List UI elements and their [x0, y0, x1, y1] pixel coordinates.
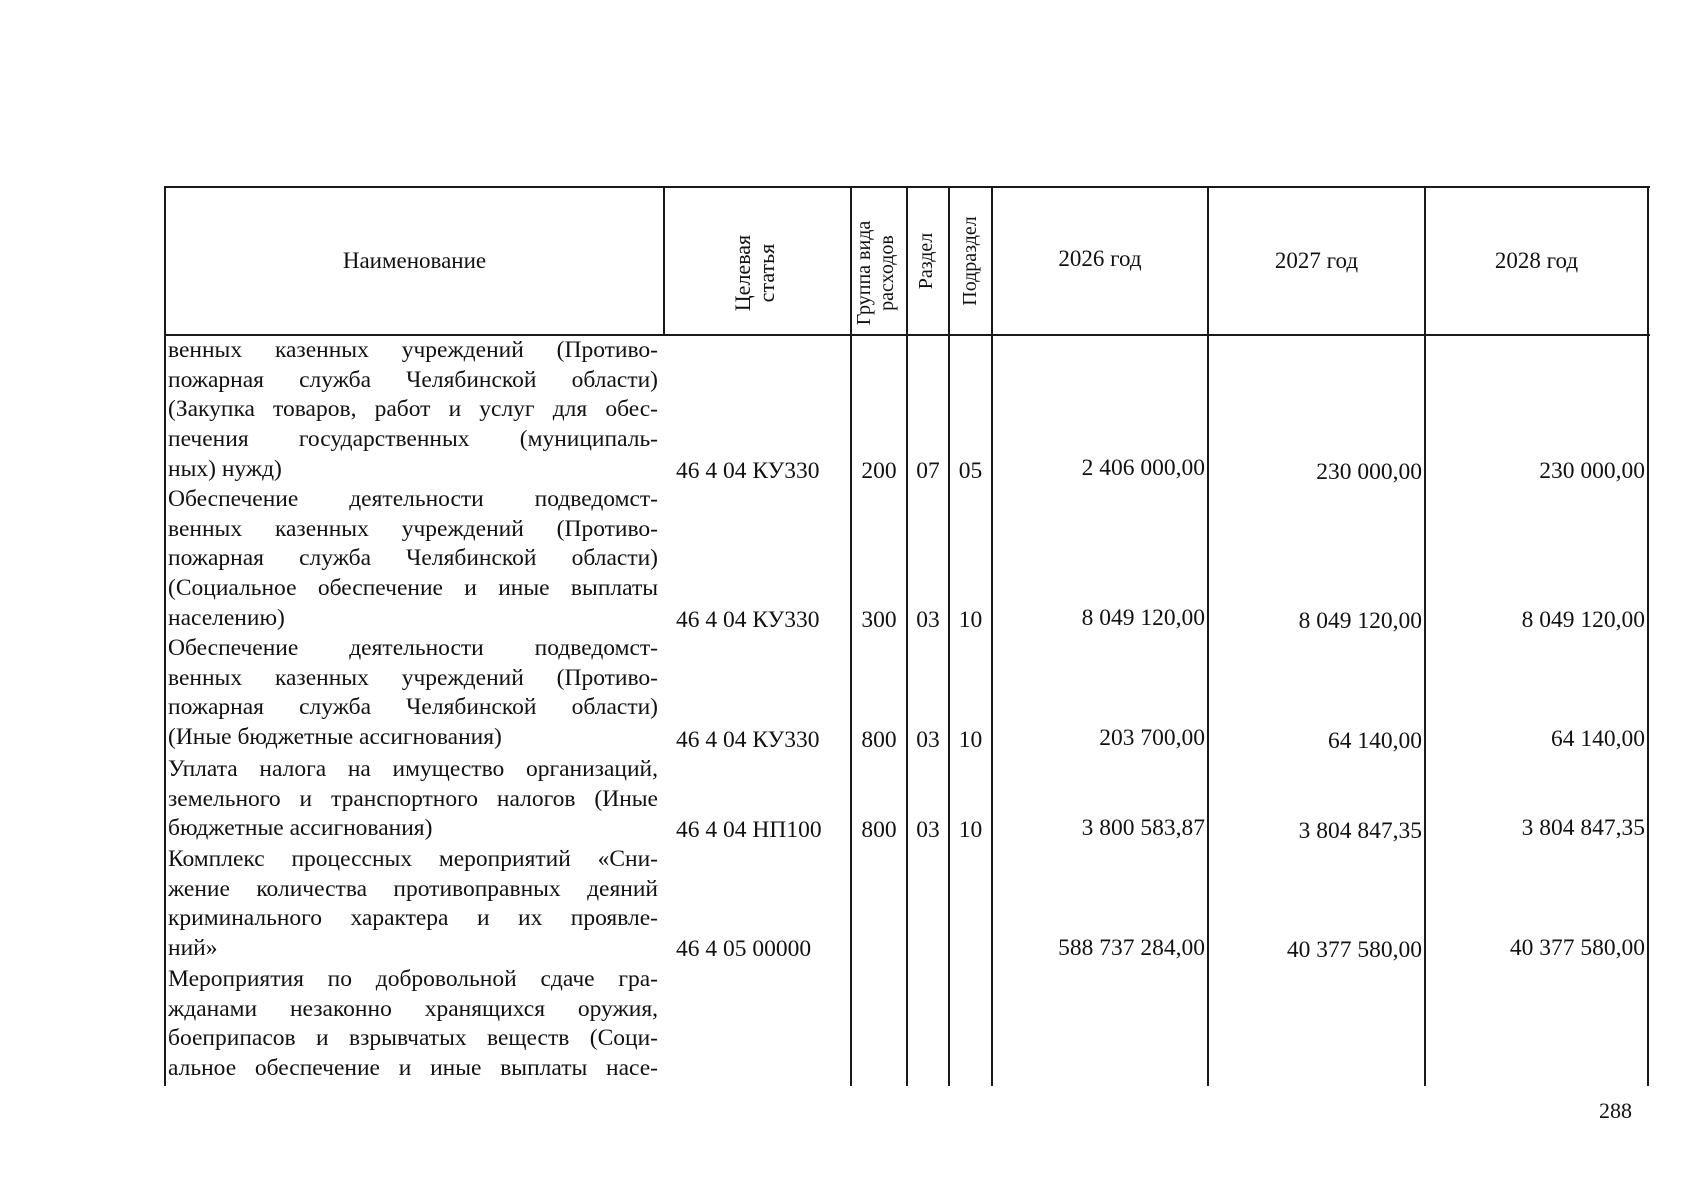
- cell-section: 03: [916, 607, 940, 633]
- cell-expense-group: 800: [861, 727, 897, 753]
- name-line: пожарная служба Челябинской области): [168, 366, 658, 393]
- name-line: (Иные бюджетные ассигнования): [168, 724, 502, 751]
- col-border-right: [1647, 186, 1649, 1086]
- name-line: (Социальное обеспечение и иные выплаты: [168, 575, 658, 602]
- name-line: жение количества противоправных деяний: [168, 875, 658, 902]
- cell-subsection: 10: [958, 817, 983, 843]
- cell-section: 03: [916, 817, 940, 843]
- name-line: венных казенных учреждений (Противо-: [168, 515, 658, 542]
- cell-target-article: 46 4 04 КУ330: [676, 458, 820, 484]
- cell-target-article: 46 4 04 КУ330: [676, 607, 820, 633]
- col-border-section: [948, 186, 950, 1086]
- name-line: земельного и транспортного налогов (Иные: [168, 785, 658, 812]
- name-line: жданами незаконно хранящихся оружия,: [168, 995, 658, 1022]
- name-line: альное обеспечение и иные выплаты насе-: [168, 1055, 658, 1082]
- cell-2028: 8 049 120,00: [1521, 607, 1645, 633]
- col-border-name: [663, 186, 665, 336]
- name-line: ных) нужд): [168, 455, 282, 482]
- cell-2027: 3 804 847,35: [1298, 818, 1422, 844]
- header-2026: 2026 год: [1058, 246, 1142, 271]
- name-line: Комплекс процессных мероприятий «Сни-: [168, 846, 658, 872]
- cell-2028: 3 804 847,35: [1521, 815, 1645, 841]
- table-row-name: [168, 845, 658, 964]
- header-section: Раздел: [915, 232, 937, 290]
- name-line: ний»: [168, 935, 218, 962]
- table-row-name: [168, 755, 658, 844]
- header-target-article: Целевая статья: [730, 234, 779, 312]
- cell-subsection: 05: [958, 458, 983, 484]
- cell-2026: 2 406 000,00: [1081, 455, 1205, 481]
- name-line: пожарная служба Челябинской области): [168, 545, 658, 572]
- name-line: бюджетные ассигнования): [168, 815, 433, 842]
- cell-2026: 203 700,00: [1099, 725, 1205, 751]
- cell-2026: 3 800 583,87: [1081, 815, 1205, 841]
- cell-2028: 230 000,00: [1539, 458, 1645, 484]
- cell-2028: 64 140,00: [1551, 726, 1645, 752]
- cell-2027: 64 140,00: [1328, 728, 1422, 754]
- table-row-name: [168, 634, 658, 753]
- header-expense-group: Группа вида расходов: [853, 220, 898, 326]
- name-line: Мероприятия по добровольной сдаче гра-: [168, 966, 658, 992]
- cell-2027: 8 049 120,00: [1298, 608, 1422, 634]
- name-line: населению): [168, 604, 285, 631]
- cell-target-article: 46 4 04 КУ330: [676, 727, 820, 753]
- name-line: печения государственных (муниципаль-: [168, 426, 658, 453]
- cell-section: 03: [916, 727, 940, 753]
- cell-2026: 8 049 120,00: [1081, 605, 1205, 631]
- col-border-group: [906, 186, 908, 1086]
- name-line: венных казенных учреждений (Противо-: [168, 664, 658, 691]
- header-name: Наименование: [342, 248, 487, 273]
- name-line: пожарная служба Челябинской области): [168, 694, 658, 721]
- col-border-left: [164, 186, 166, 1086]
- cell-subsection: 10: [958, 607, 983, 633]
- name-line: Обеспечение деятельности подведомст-: [168, 635, 658, 661]
- cell-subsection: 10: [958, 727, 983, 753]
- table-row-name: [168, 336, 658, 485]
- header-2028: 2028 год: [1494, 248, 1579, 273]
- cell-target-article: 46 4 04 НП100: [676, 817, 822, 843]
- cell-2026: 588 737 284,00: [1058, 935, 1205, 961]
- cell-expense-group: 200: [861, 458, 897, 484]
- cell-section: 07: [916, 458, 940, 484]
- header-subsection: Подраздел: [959, 216, 981, 306]
- page-number: 288: [1599, 1098, 1632, 1123]
- cell-expense-group: 300: [861, 607, 897, 633]
- cell-target-article: 46 4 05 00000: [676, 936, 812, 962]
- table-row-name: [168, 485, 658, 634]
- cell-2028: 40 377 580,00: [1509, 935, 1645, 961]
- name-line: (Закупка товаров, работ и услуг для обес-: [168, 396, 658, 423]
- table-row-name: [168, 965, 658, 1084]
- cell-2027: 230 000,00: [1316, 459, 1422, 485]
- name-line: Обеспечение деятельности подведомст-: [168, 486, 658, 512]
- name-line: венных казенных учреждений (Противо-: [168, 337, 658, 363]
- header-2027: 2027 год: [1274, 248, 1359, 273]
- name-line: криминального характера и их проявле-: [168, 905, 658, 932]
- name-line: Уплата налога на имущество организаций,: [168, 756, 658, 782]
- col-border-target: [850, 186, 852, 1086]
- cell-expense-group: 800: [861, 817, 897, 843]
- cell-2027: 40 377 580,00: [1286, 937, 1422, 963]
- name-line: боеприпасов и взрывчатых веществ (Соци-: [168, 1025, 658, 1052]
